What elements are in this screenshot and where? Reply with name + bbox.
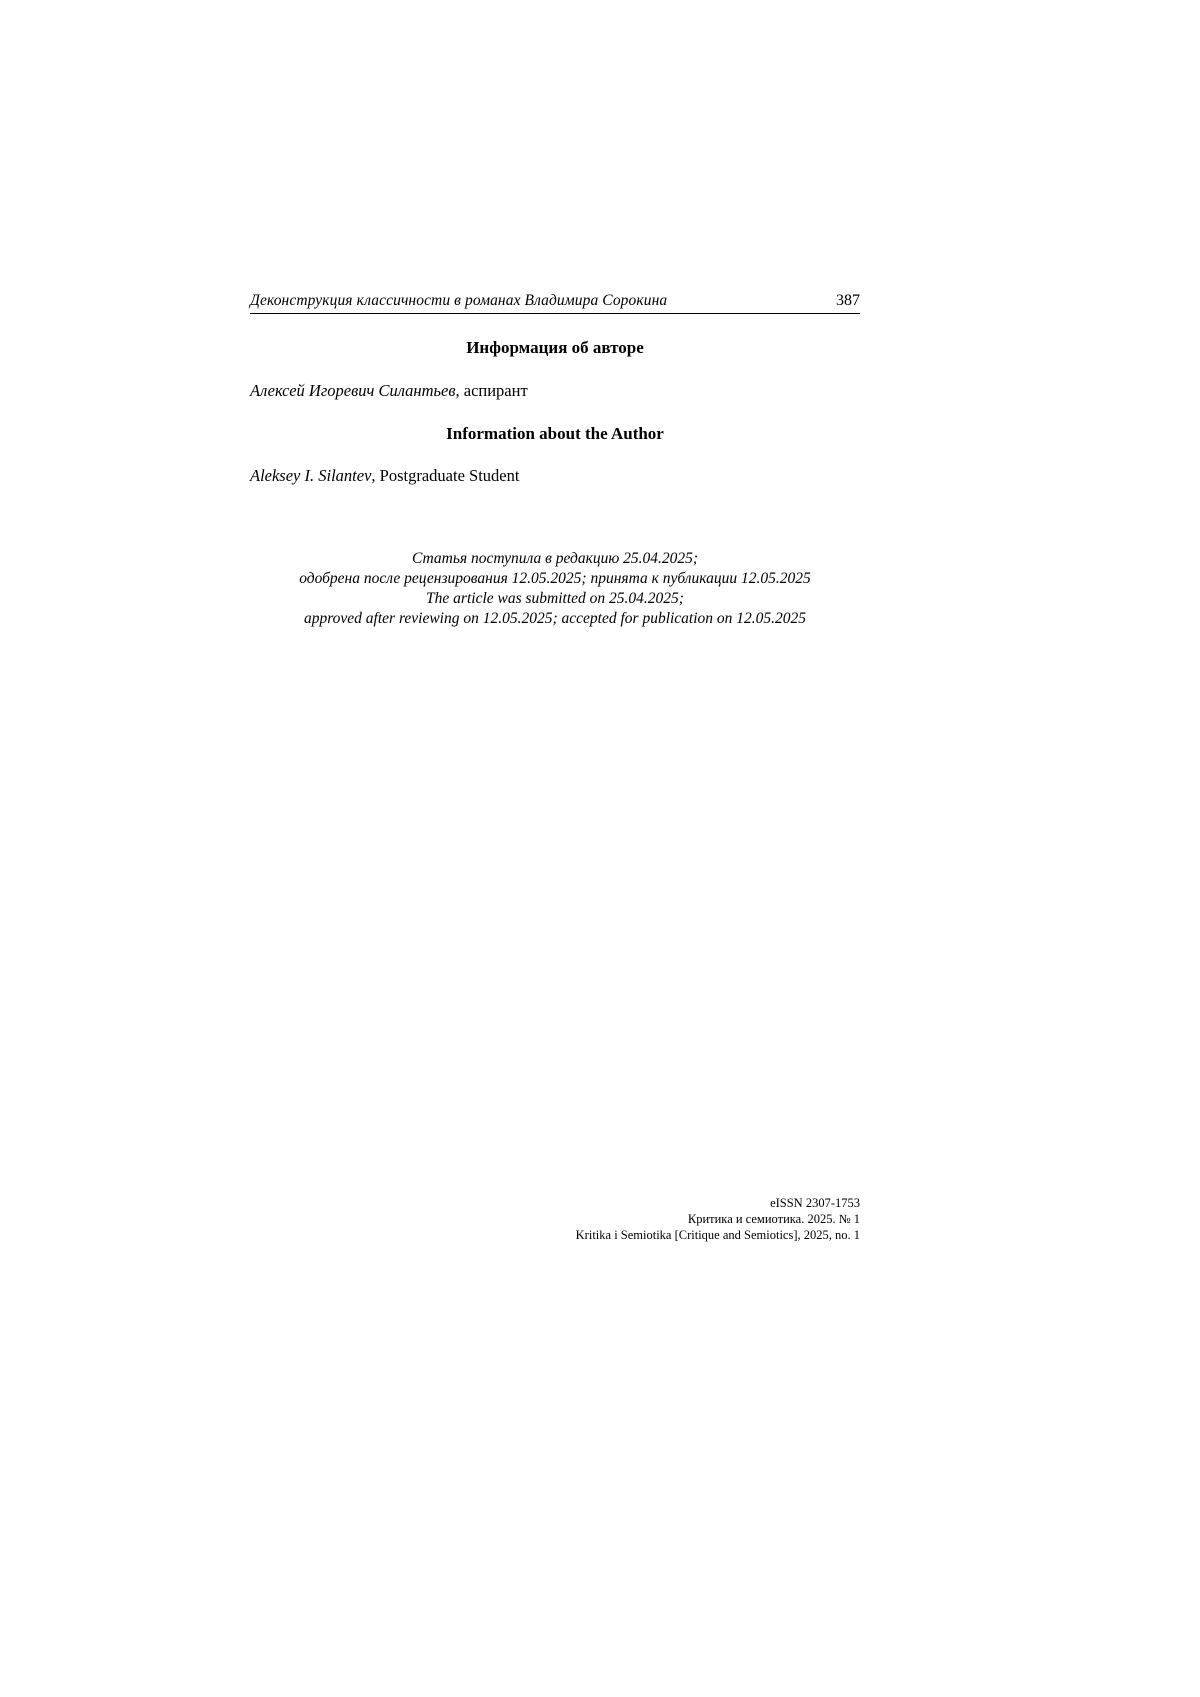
author-role-ru: , аспирант [455, 381, 528, 400]
author-name-en: Aleksey I. Silantev [250, 466, 372, 485]
author-info-heading-en: Information about the Author [446, 424, 664, 443]
date-line-approved-ru: одобрена после рецензирования 12.05.2025; принята к публикации 12.05.2025 [299, 570, 811, 587]
footer-eissn: eISSN 2307-1753 [770, 1196, 860, 1210]
author-role-en: , Postgraduate Student [371, 466, 520, 485]
submission-dates [250, 549, 860, 629]
footer-journal-en: Kritika i Semiotika [Critique and Semiotics], 2025, no. 1 [575, 1228, 860, 1242]
author-name-ru: Алексей Игоревич Силантьев [250, 381, 456, 400]
date-line-submitted-ru: Статья поступила в редакцию 25.04.2025; [411, 550, 699, 567]
author-info-heading-ru: Информация об авторе [466, 338, 644, 357]
footer-journal-ru: Критика и семиотика. 2025. № 1 [687, 1212, 860, 1226]
author-line-en [250, 466, 860, 486]
page-number: 387 [836, 292, 860, 309]
date-line-submitted-en: The article was submitted on 25.04.2025; [426, 590, 684, 607]
page-footer [250, 1195, 860, 1243]
running-head-title: Деконструкция классичности в романах Владимира Сорокина [250, 292, 668, 309]
author-line-ru [250, 381, 860, 401]
date-line-approved-en: approved after reviewing on 12.05.2025; accepted for publication on 12.05.2025 [303, 610, 807, 627]
running-head [250, 292, 860, 314]
